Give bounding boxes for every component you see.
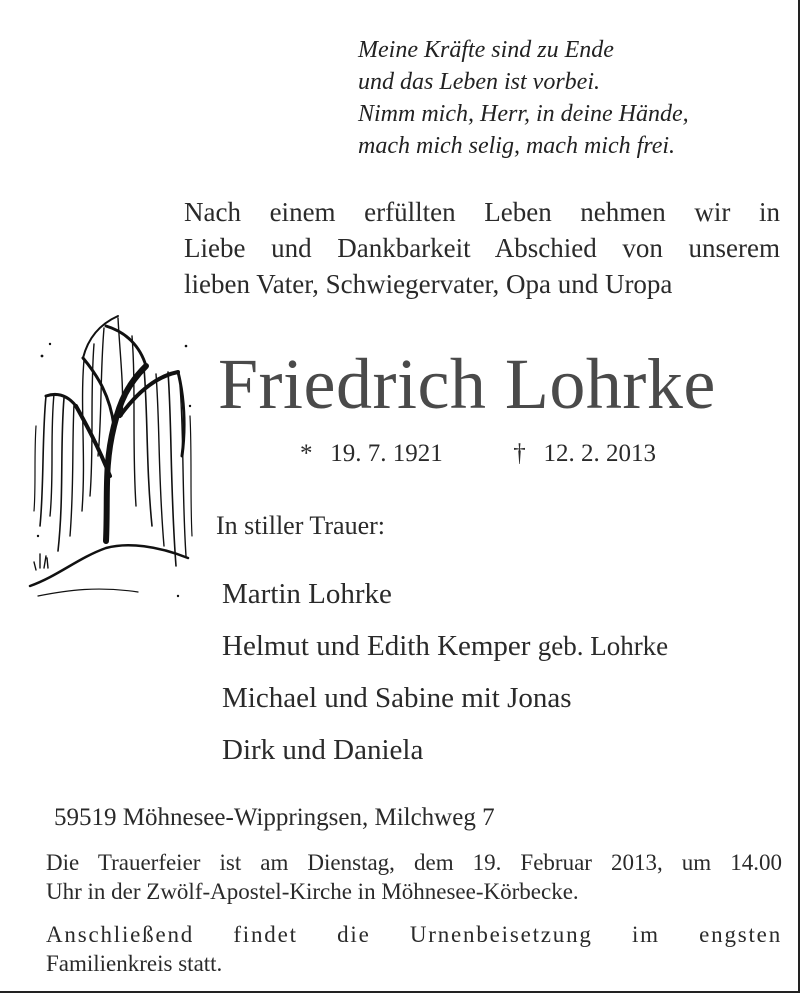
mourner-name: Dirk und Daniela <box>222 734 424 766</box>
mourner-item <box>222 620 668 672</box>
ceremony-text <box>46 848 782 906</box>
mourning-label: In stiller Trauer: <box>216 511 385 540</box>
burial-text <box>46 920 782 978</box>
intro-line: lieben Vater, Schwiegervater, Opa und Uropa <box>184 269 673 299</box>
ceremony-line: Uhr in der Zwölf-Apostel-Kirche in Möhnesee-Körbecke. <box>46 879 579 904</box>
mourner-item <box>222 672 668 724</box>
poem <box>358 34 689 162</box>
intro-text <box>184 194 780 302</box>
ceremony-line: Die Trauerfeier ist am Dienstag, dem 19. Februar 2013, um 14.00 <box>46 850 782 875</box>
poem-line: mach mich selig, mach mich frei. <box>358 133 676 159</box>
mourner-name: Martin Lohrke <box>222 578 392 610</box>
weeping-willow-icon <box>28 296 196 618</box>
mourners-list <box>222 568 668 776</box>
mourner-item <box>222 568 668 620</box>
life-dates <box>300 438 656 470</box>
mourner-name: Michael und Sabine mit Jonas <box>222 682 572 714</box>
poem-line: Nimm mich, Herr, in deine Hände, <box>358 101 689 127</box>
birth-symbol: * <box>300 440 313 467</box>
intro-line: Nach einem erfüllten Leben nehmen wir in <box>184 197 780 227</box>
intro-line: Liebe und Dankbarkeit Abschied von unserem <box>184 233 780 263</box>
burial-line: Familienkreis statt. <box>46 951 223 976</box>
poem-line: und das Leben ist vorbei. <box>358 69 600 95</box>
burial-line: Anschließend findet die Urnenbeisetzung im engsten <box>46 922 782 947</box>
poem-line: Meine Kräfte sind zu Ende <box>358 37 614 63</box>
cross-icon: † <box>513 440 526 467</box>
address: 59519 Möhnesee-Wippringsen, Milchweg 7 <box>54 804 495 831</box>
mourner-item <box>222 724 668 776</box>
birth-date: 19. 7. 1921 <box>330 440 443 467</box>
mourner-nee: geb. Lohrke <box>537 631 669 661</box>
death-date: 12. 2. 2013 <box>543 440 656 467</box>
deceased-name: Friedrich Lohrke <box>218 344 716 424</box>
mourner-name: Helmut und Edith Kemper <box>222 630 531 662</box>
